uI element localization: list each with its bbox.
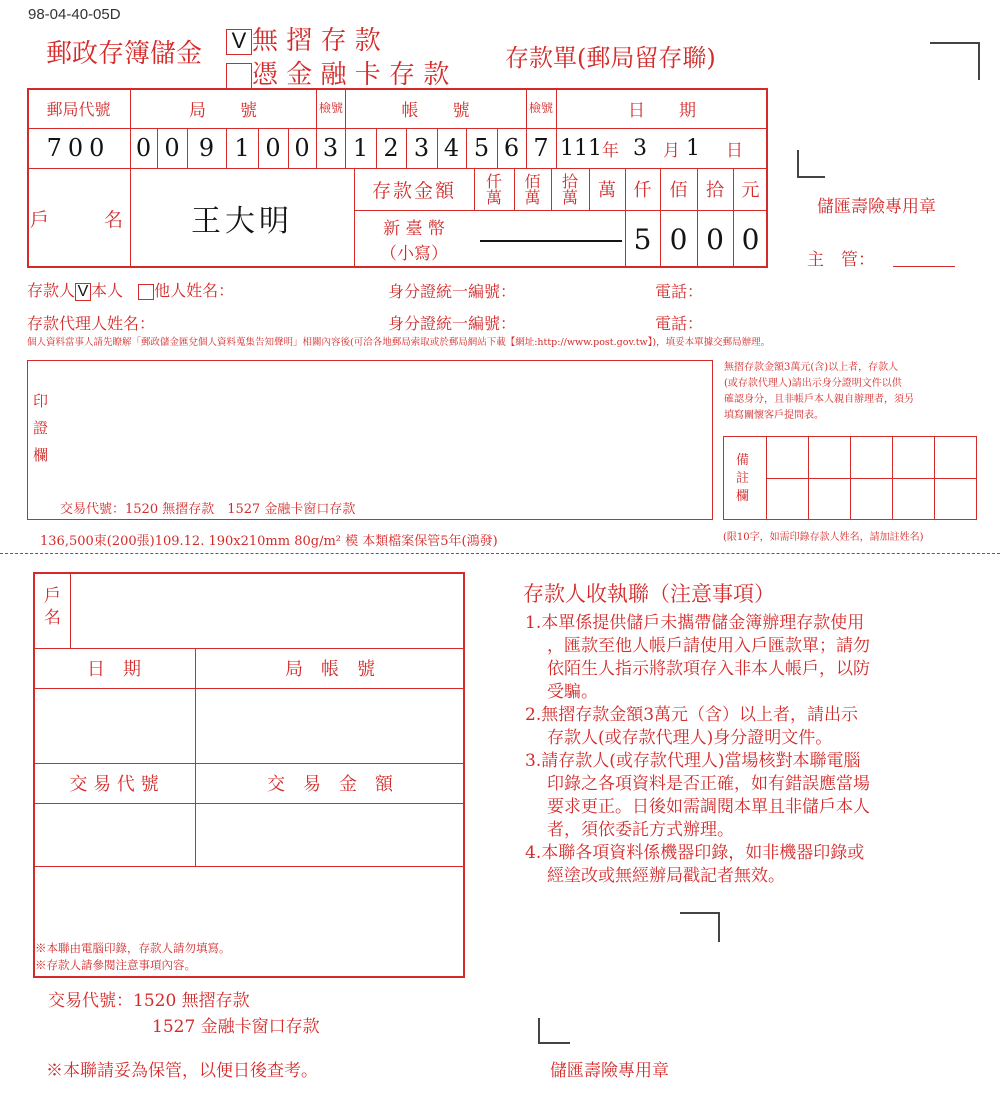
amount-digit: 0	[741, 222, 760, 256]
receipt-header-trans-code: 交 易 代 號	[69, 774, 159, 795]
receipt-codes-1: 交易代號：1520 無摺存款	[48, 991, 250, 1011]
remark-label: 備 註 欄	[736, 453, 750, 504]
unit-label: 佰萬	[524, 172, 541, 207]
amount-digit: 0	[706, 222, 724, 256]
header-post-code: 郵局代號	[46, 99, 111, 119]
notice-list	[525, 612, 870, 888]
form-title: 存款單(郵局留存聯)	[505, 44, 716, 72]
postal-seal-label: 儲匯壽險專用章	[817, 197, 936, 217]
account-digit: 5	[473, 134, 490, 162]
depositor-id-label: 身分證統一編號：	[388, 282, 517, 301]
receipt-keep-note: ※本聯請妥為保管，以便日後查考。	[46, 1061, 318, 1081]
date-day: 1	[686, 135, 700, 161]
checkbox-card[interactable]	[226, 63, 252, 89]
form-code: 98-04-40-05D	[28, 6, 121, 23]
print-info: 136,500束(200張)109.12. 190x210mm 80g/m² 模 本類檔案保管5年(鴻發)	[40, 534, 498, 549]
unit-label: 元	[741, 180, 760, 201]
option-passbookless-label: 無 摺 存 款	[252, 26, 381, 56]
seal-verification-box	[27, 360, 713, 520]
header-account: 帳 號	[401, 100, 470, 121]
unit-label: 萬	[598, 180, 616, 201]
unit-label: 佰	[669, 180, 688, 201]
header-date: 日 期	[628, 100, 696, 121]
account-digit: 2	[383, 134, 399, 162]
corner-mark	[930, 42, 980, 80]
post-code-value: 700	[46, 134, 111, 162]
receipt-codes-2: 1527 金融卡窗口存款	[152, 1017, 320, 1037]
unit-label: 仟	[633, 180, 652, 201]
branch-digit: 0	[135, 134, 152, 162]
remark-note: (限10字，如需印錄存款人姓名，請加註姓名)	[723, 532, 924, 543]
checkbox-self[interactable]: V	[75, 283, 91, 301]
label-account-name: 戶 名	[30, 208, 142, 231]
privacy-notice: 個人資料當事人請先瞭解「郵政儲金匯兌個人資料蒐集告知聲明」相關內容後(可洽各地郵局索取或於郵局網站下載【網址:http://www.post.gov.tw】)，填妥本單據交郵局辦理。	[27, 337, 771, 348]
account-name-value: 王大明	[191, 204, 293, 239]
branch-digit: 0	[164, 134, 180, 162]
checkbox-other[interactable]	[138, 284, 154, 300]
unit-label: 拾	[706, 180, 724, 201]
org-name: 郵政存簿儲金	[46, 39, 203, 69]
checkbox-passbookless[interactable]: V	[226, 29, 252, 55]
receipt-header-trans-amount: 交 易 金 額	[267, 774, 393, 795]
agent-phone-label: 電話：	[655, 314, 704, 333]
depositor-row: 存款人 V 本人 他人姓名：	[27, 281, 235, 300]
deposit-date: 111 年 3 月 1 日	[560, 135, 743, 161]
branch-check-digit: 3	[322, 134, 339, 162]
notice-item: 1.本單係提供儲戶未攜帶儲金簿辦理存款使用 ，匯款至他人帳戶請使用入戶匯款單；請勿 依陌生人指示將款項存入非本人帳戶，以防 受騙。	[525, 613, 870, 702]
agent-id-label: 身分證統一編號：	[388, 314, 517, 333]
seal-corner	[797, 150, 825, 178]
receipt-corner-bottom	[538, 1018, 570, 1044]
label-currency: 新 臺 幣	[383, 218, 445, 239]
notice-item: 4.本聯各項資料係機器印錄，如非機器印錄或 經塗改或無經辦局戳記者無效。	[525, 843, 865, 886]
branch-digit: 1	[234, 134, 250, 162]
date-year: 111	[560, 135, 602, 161]
receipt-seal-label: 儲匯壽險專用章	[550, 1061, 669, 1081]
account-digit: 1	[352, 134, 369, 162]
header-account-check: 檢號	[528, 100, 553, 115]
branch-digit: 9	[198, 134, 215, 162]
option-card-label: 憑 金 融 卡 存 款	[252, 60, 450, 90]
label-small: （小寫）	[380, 243, 448, 264]
account-digit: 4	[443, 134, 460, 162]
header-branch-check: 檢號	[318, 100, 343, 115]
branch-digit: 0	[294, 134, 310, 162]
perforation-line	[0, 553, 1000, 554]
notice-item: 3.請存款人(或存款代理人)當場核對本聯電腦 印錄之各項資料是否正確，如有錯誤應當場 要求更正。日後如需調閱本單且非儲戶本人 者，須依委託方式辦理。	[525, 751, 870, 840]
option-passbookless[interactable]	[226, 20, 381, 57]
unit-label: 拾萬	[561, 172, 578, 207]
notice-title: 存款人收執聯（注意事項）	[523, 582, 775, 606]
receipt-notes: ※本聯由電腦印錄，存款人請勿填寫。 ※存款人請參閱注意事項內容。	[35, 941, 231, 972]
large-deposit-note: 無摺存款金額3萬元(含)以上者，存款人 (或存款代理人)請出示身分證明文件以供 確認身分，且非帳戶本人親自辦理者，須另 填寫關懷客戶提問表。	[724, 362, 914, 421]
supervisor-label: 主 管：	[807, 250, 875, 270]
amount-digit: 0	[669, 222, 688, 256]
account-digit: 6	[503, 134, 520, 162]
date-month: 3	[633, 135, 647, 161]
supervisor-line	[893, 266, 955, 267]
amount-blank-line	[480, 240, 622, 242]
label-deposit-amount: 存款金額	[371, 179, 456, 202]
amount-digit: 5	[633, 222, 652, 256]
header-branch: 局 號	[189, 100, 257, 121]
receipt-header-account: 局 帳 號	[285, 659, 375, 680]
unit-label: 仟萬	[485, 172, 502, 207]
option-card[interactable]	[226, 54, 449, 91]
agent-name-label: 存款代理人姓名：	[27, 314, 156, 333]
receipt-header-date: 日 期	[87, 659, 141, 680]
seal-box-trans-codes: 交易代號：1520 無摺存款 1527 金融卡窗口存款	[60, 502, 356, 517]
receipt-corner-top	[680, 912, 720, 942]
depositor-phone-label: 電話：	[655, 282, 704, 301]
seal-box-label: 印 證 欄	[33, 392, 49, 464]
notice-item: 2.無摺存款金額3萬元（含）以上者，請出示 存款人(或存款代理人)身分證明文件。	[525, 705, 859, 748]
branch-digit: 0	[265, 134, 281, 162]
account-digit: 3	[413, 134, 430, 162]
receipt-name-label: 戶 名	[44, 586, 61, 628]
account-check-digit: 7	[533, 134, 549, 162]
